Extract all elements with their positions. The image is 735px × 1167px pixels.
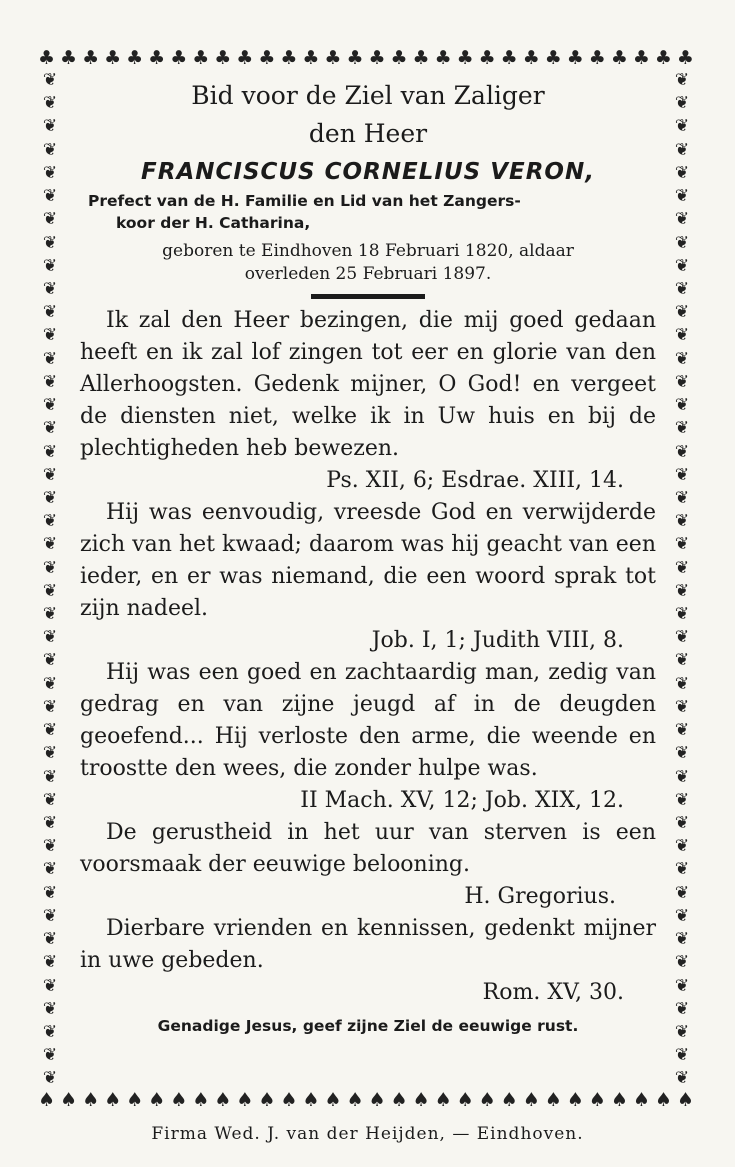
ornament-icon: ❦ <box>42 975 58 996</box>
birth-death-info <box>80 240 656 286</box>
ornament-icon: ♣ <box>280 46 298 69</box>
ornament-icon: ❦ <box>674 487 690 508</box>
ornament-icon: ♣ <box>236 46 254 69</box>
ornament-icon: ❦ <box>42 93 58 114</box>
ornament-icon: ❦ <box>674 1068 690 1088</box>
ornament-icon: ❦ <box>42 882 58 903</box>
passage-reference: Rom. XV, 30. <box>482 980 624 1005</box>
ornament-icon: ♣ <box>412 46 430 69</box>
ornament-icon: ❦ <box>42 813 58 833</box>
passage-reference: Job. I, 1; Judith VIII, 8. <box>371 628 624 653</box>
ornament-icon: ❦ <box>674 162 690 183</box>
ornament-icon: ❦ <box>674 673 690 694</box>
ornament-icon: ❦ <box>42 511 58 532</box>
ornament-icon: ♠ <box>346 1088 364 1111</box>
ornament-icon: ♠ <box>566 1088 584 1111</box>
role-description <box>80 190 656 234</box>
ornament-icon: ❦ <box>674 1021 690 1042</box>
ornament-icon: ❦ <box>42 395 58 416</box>
ornament-icon: ❦ <box>42 557 58 578</box>
ornament-top-row <box>38 46 694 70</box>
ornament-icon: ❦ <box>674 696 690 717</box>
ornament-icon: ♣ <box>676 46 694 69</box>
passage-reference: Ps. XII, 6; Esdrae. XIII, 14. <box>326 468 624 493</box>
ornament-icon: ❦ <box>674 116 690 137</box>
ornament-icon: ❦ <box>42 743 58 764</box>
ornament-icon: ❦ <box>674 232 690 253</box>
ornament-icon: ❦ <box>42 255 58 276</box>
ornament-icon: ♣ <box>522 46 540 69</box>
role-line-2: koor der H. Catharina, <box>116 214 311 232</box>
ornament-icon: ♣ <box>38 46 56 69</box>
ornament-icon: ❦ <box>42 859 58 880</box>
ornament-icon: ❦ <box>42 278 58 299</box>
ornament-icon: ❦ <box>42 929 58 950</box>
ornament-icon: ♣ <box>368 46 386 69</box>
ornament-icon: ❦ <box>674 209 690 230</box>
ornament-icon: ♠ <box>412 1088 430 1111</box>
ornament-icon: ❦ <box>42 1068 58 1088</box>
role-line-1: Prefect van de H. Familie en Lid van het Zangers- <box>88 192 521 210</box>
ornament-icon: ❦ <box>674 418 690 439</box>
ornament-icon: ❦ <box>674 395 690 416</box>
ornament-icon: ❦ <box>674 650 690 671</box>
ornament-icon: ♠ <box>654 1088 672 1111</box>
ornament-icon: ❦ <box>674 766 690 787</box>
ornament-icon: ♣ <box>214 46 232 69</box>
ornament-icon: ❦ <box>674 743 690 764</box>
ornament-icon: ♠ <box>258 1088 276 1111</box>
ornament-icon: ❦ <box>674 789 690 810</box>
ornament-icon: ❦ <box>42 116 58 137</box>
ornament-icon: ❦ <box>674 604 690 625</box>
ornament-icon: ❦ <box>42 1045 58 1066</box>
passage-text: Hij was een goed en zachtaardig man, zedig van gedrag en van zijne jeugd af in de deugden geoefend... Hij verloste den arme, die weende en troostte den wees, die zonder hulpe was. <box>80 660 656 781</box>
ornament-icon: ❦ <box>42 836 58 857</box>
ornament-icon: ❦ <box>42 627 58 648</box>
ornament-icon: ❦ <box>42 580 58 601</box>
ornament-icon: ❦ <box>674 441 690 462</box>
closing-prayer: Genadige Jesus, geef zijne Ziel de eeuwige rust. <box>157 1017 579 1035</box>
ornament-icon: ♠ <box>280 1088 298 1111</box>
ornament-icon: ♠ <box>302 1088 320 1111</box>
born-line-1: geboren te Eindhoven 18 Februari 1820, aldaar <box>162 241 574 261</box>
ornament-icon: ❦ <box>42 1021 58 1042</box>
ornament-icon: ♠ <box>500 1088 518 1111</box>
ornament-icon: ♣ <box>324 46 342 69</box>
ornament-icon: ❦ <box>42 162 58 183</box>
ornament-icon: ♠ <box>478 1088 496 1111</box>
passage-text: De gerustheid in het uur van sterven is een voorsmaak der eeuwige belooning. <box>80 820 656 877</box>
ornament-icon: ❦ <box>42 302 58 323</box>
ornament-icon: ❦ <box>674 929 690 950</box>
ornament-icon: ❦ <box>674 952 690 973</box>
ornament-icon: ❦ <box>674 1045 690 1066</box>
passage-reference: II Mach. XV, 12; Job. XIX, 12. <box>300 788 624 813</box>
ornament-icon: ♠ <box>104 1088 122 1111</box>
divider-rule <box>311 294 425 299</box>
born-line-2: overleden 25 Februari 1897. <box>244 264 492 284</box>
ornament-icon: ♠ <box>544 1088 562 1111</box>
ornament-icon: ❦ <box>42 952 58 973</box>
ornament-icon: ❦ <box>42 325 58 346</box>
ornament-left-column <box>38 72 62 1088</box>
ornament-icon: ♠ <box>390 1088 408 1111</box>
ornament-icon: ❦ <box>42 139 58 160</box>
ornament-icon: ♠ <box>676 1088 694 1111</box>
ornament-icon: ♠ <box>434 1088 452 1111</box>
ornament-icon: ❦ <box>674 186 690 207</box>
ornament-icon: ♣ <box>456 46 474 69</box>
passages <box>80 305 656 1009</box>
ornament-icon: ❦ <box>674 627 690 648</box>
ornament-icon: ❦ <box>674 859 690 880</box>
ornament-icon: ❦ <box>42 72 58 90</box>
ornament-icon: ♣ <box>478 46 496 69</box>
ornament-icon: ❦ <box>674 93 690 114</box>
ornament-icon: ♣ <box>192 46 210 69</box>
ornament-icon: ❦ <box>42 418 58 439</box>
ornament-icon: ♣ <box>588 46 606 69</box>
ornament-icon: ♣ <box>610 46 628 69</box>
ornament-icon: ♣ <box>258 46 276 69</box>
ornament-icon: ♣ <box>544 46 562 69</box>
ornament-icon: ♣ <box>500 46 518 69</box>
ornament-icon: ♠ <box>588 1088 606 1111</box>
ornament-icon: ❦ <box>674 836 690 857</box>
ornament-icon: ♠ <box>82 1088 100 1111</box>
ornament-icon: ❦ <box>42 905 58 926</box>
title-line: den Heer <box>308 119 428 148</box>
ornament-icon: ♣ <box>390 46 408 69</box>
ornament-icon: ♣ <box>104 46 122 69</box>
ornament-icon: ❦ <box>42 464 58 485</box>
ornament-icon: ❦ <box>42 209 58 230</box>
ornament-icon: ♣ <box>302 46 320 69</box>
card-text <box>80 78 656 1039</box>
ornament-icon: ♣ <box>434 46 452 69</box>
ornament-icon: ♣ <box>82 46 100 69</box>
ornament-icon: ❦ <box>674 72 690 90</box>
ornament-icon: ❦ <box>42 371 58 392</box>
ornament-icon: ❦ <box>674 580 690 601</box>
ornament-icon: ❦ <box>674 998 690 1019</box>
ornament-icon: ♠ <box>236 1088 254 1111</box>
ornament-icon: ❦ <box>674 325 690 346</box>
passage-text: Ik zal den Heer bezingen, die mij goed gedaan heeft en ik zal lof zingen tot eer en glorie van den Allerhoogsten. Gedenk mijner, O God! en vergeet de diensten niet, welke ik in Uw huis en bij de plechtigheden heb bewezen. <box>80 308 656 461</box>
ornament-icon: ❦ <box>674 348 690 369</box>
ornament-icon: ❦ <box>674 464 690 485</box>
passage-reference: H. Gregorius. <box>464 884 616 909</box>
ornament-icon: ❦ <box>42 766 58 787</box>
ornament-icon: ♠ <box>456 1088 474 1111</box>
ornament-icon: ♠ <box>192 1088 210 1111</box>
ornament-icon: ♠ <box>148 1088 166 1111</box>
ornament-icon: ❦ <box>674 255 690 276</box>
ornament-icon: ♣ <box>60 46 78 69</box>
ornament-icon: ♠ <box>126 1088 144 1111</box>
intro-line: Bid voor de Ziel van Zaliger <box>191 81 545 110</box>
ornament-icon: ♠ <box>324 1088 342 1111</box>
ornament-icon: ♠ <box>522 1088 540 1111</box>
ornament-icon: ❦ <box>42 673 58 694</box>
ornament-icon: ❦ <box>674 813 690 833</box>
ornament-icon: ❦ <box>674 557 690 578</box>
ornament-icon: ❦ <box>42 487 58 508</box>
ornament-icon: ♠ <box>610 1088 628 1111</box>
ornament-icon: ♣ <box>566 46 584 69</box>
passage-text: Dierbare vrienden en kennissen, gedenkt mijner in uwe gebeden. <box>80 916 656 973</box>
ornament-icon: ❦ <box>42 441 58 462</box>
ornament-icon: ❦ <box>42 604 58 625</box>
ornament-icon: ❦ <box>42 232 58 253</box>
ornament-icon: ❦ <box>674 511 690 532</box>
ornament-icon: ♠ <box>214 1088 232 1111</box>
ornament-icon: ❦ <box>674 534 690 555</box>
passage-text: Hij was eenvoudig, vreesde God en verwijderde zich van het kwaad; daarom was hij geacht van een ieder, en er was niemand, die een woord sprak tot zijn nadeel. <box>80 500 656 621</box>
ornament-icon: ❦ <box>674 302 690 323</box>
ornament-icon: ❦ <box>42 650 58 671</box>
ornament-icon: ❦ <box>674 720 690 741</box>
ornament-icon: ♠ <box>632 1088 650 1111</box>
ornament-icon: ❦ <box>42 998 58 1019</box>
ornament-icon: ♠ <box>38 1088 56 1111</box>
ornament-icon: ❦ <box>42 696 58 717</box>
ornament-icon: ♠ <box>170 1088 188 1111</box>
ornament-icon: ❦ <box>42 186 58 207</box>
ornament-right-column <box>670 72 694 1088</box>
printer-imprint: Firma Wed. J. van der Heijden, — Eindhoven. <box>151 1124 584 1144</box>
ornament-icon: ♣ <box>632 46 650 69</box>
ornament-icon: ❦ <box>42 789 58 810</box>
ornament-icon: ❦ <box>674 139 690 160</box>
ornament-icon: ♣ <box>148 46 166 69</box>
ornament-icon: ❦ <box>42 348 58 369</box>
ornament-icon: ❦ <box>674 371 690 392</box>
ornament-icon: ♣ <box>126 46 144 69</box>
ornament-icon: ♣ <box>346 46 364 69</box>
ornament-icon: ❦ <box>42 534 58 555</box>
ornament-icon: ❦ <box>674 975 690 996</box>
ornament-icon: ♠ <box>368 1088 386 1111</box>
ornament-icon: ♣ <box>654 46 672 69</box>
ornament-icon: ❦ <box>42 720 58 741</box>
ornament-icon: ❦ <box>674 278 690 299</box>
ornament-icon: ❦ <box>674 905 690 926</box>
ornament-icon: ♠ <box>60 1088 78 1111</box>
deceased-name: FRANCISCUS CORNELIUS VERON, <box>141 159 595 185</box>
ornament-icon: ♣ <box>170 46 188 69</box>
ornament-icon: ❦ <box>674 882 690 903</box>
ornament-bottom-row <box>38 1088 694 1112</box>
